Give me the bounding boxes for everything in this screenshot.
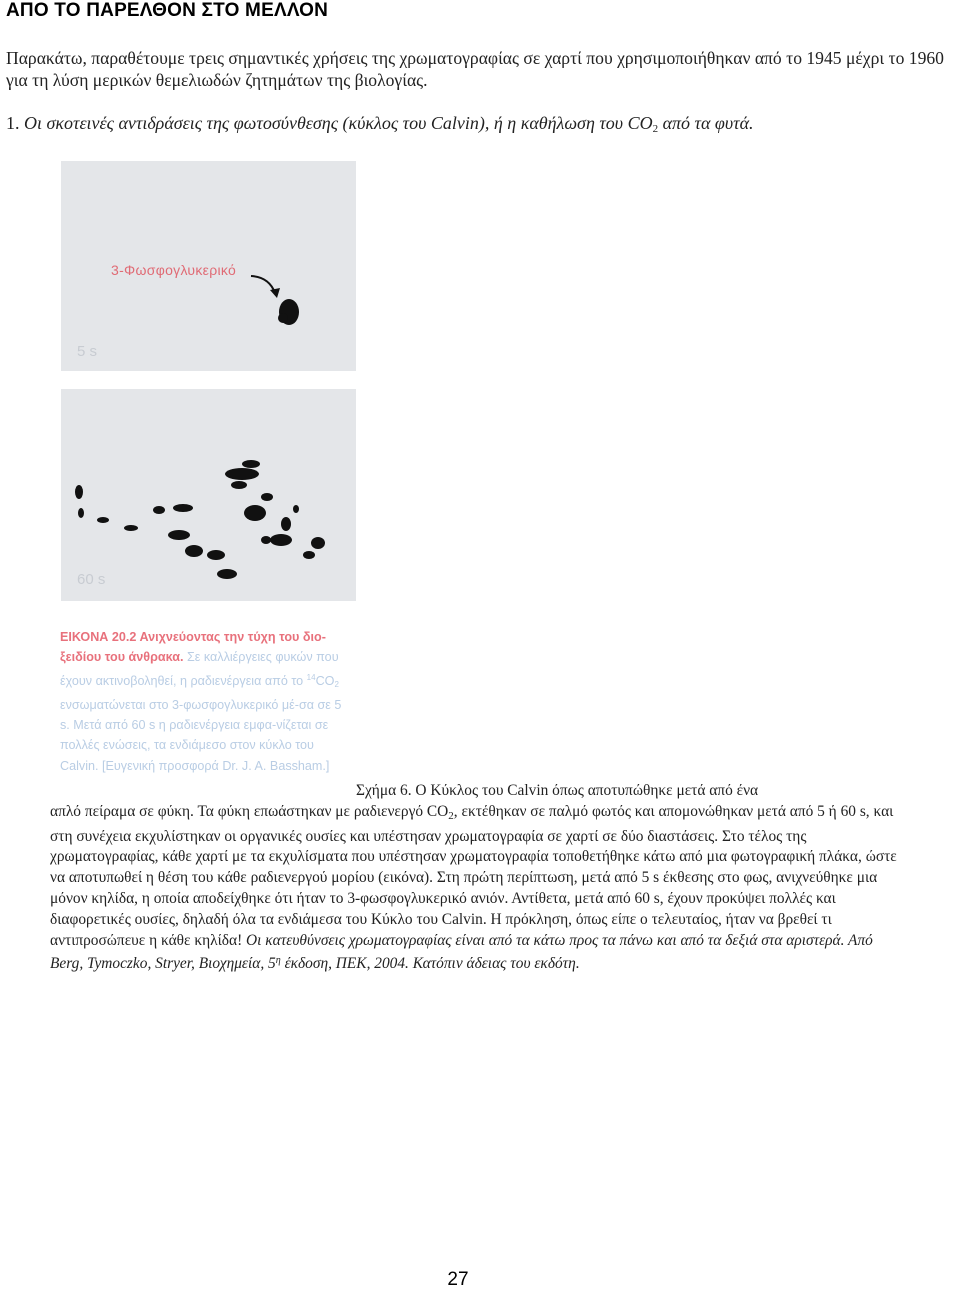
page-number: 27 (447, 1269, 469, 1290)
spot (217, 569, 237, 579)
spot (78, 508, 84, 518)
spot (97, 517, 109, 523)
spot (173, 504, 193, 512)
figure-caption-scan: ΕΙΚΟΝΑ 20.2 Ανιχνεύοντας την τύχη του διο-ξειδίου του άνθρακα. Σε καλλιέργειες φυκών που έχουν ακτινοβοληθεί, η ραδιενέργεια από το $^{14}CO_2$ ενσωματώνεται στο 3-φωσφογλυκερικό μέ-σα σε 5 s. Μετά από 60 s η ραδιενέργεια εμφα-νίζεται σε πολλές ενώσεις, τα ενδιάμεσο στον κύκλο του Calvin. [Ευγενική προσφορά Dr. J. A. Bassham.] (60, 630, 342, 773)
caption-italic-note: Οι κατευθύνσεις χρωματογραφίας είναι από τα κάτω προς τα πάνω και από τα δεξιά στα αριστερά. Από Berg, Tymoczko, Stryer, Βιοχημεία, $5^\eta$ έκδοση, ΠΕΚ, 2004. Κατόπιν άδειας του εκδότη. (50, 931, 873, 973)
page-heading: ΑΠΟ ΤΟ ΠΑΡΕΛΘΟΝ ΣΤΟ ΜΕΛΛΟΝ (6, 0, 329, 21)
spot (185, 545, 203, 557)
spot-label: 3-Φωσφογλυκερικό (111, 262, 237, 278)
spot (293, 505, 299, 513)
time-label-5s: 5 s (77, 343, 98, 360)
spot (225, 468, 259, 480)
spot (261, 493, 273, 501)
spot (242, 460, 260, 468)
subscript: 2 (652, 123, 659, 135)
spot (168, 530, 190, 540)
spot (281, 517, 291, 531)
figure-6-caption: Σχήμα 6. Ο Κύκλος του Calvin όπως αποτυπώθηκε μετά από ένα απλό πείραμα σε φύκη. Τα φύκη επωάστηκαν με ραδιενεργό $CO_2$, εκτέθηκαν σε παλμό φωτός και απομονώθηκαν μετά από 5 ή 60 s, και στη συνέχεια εκχυλίστηκαν οι οργανικές ουσίες και υπέστησαν χρωματογραφία σε χαρτί σε δύο διαστάσεις. Στο τέλος της χρωματογραφίας, κάθε χαρτί με τα εκχυλίσματα που υπέστησαν χρωματογραφία τοποθετήθηκε κάτω από μια φωτογραφική πλάκα, ώστε να αποτυπωθεί η θέση του κάθε ραδιενεργού μορίου (εικόνα). Στη πρώτη περίπτωση, μετά από 5 s έκθεσης στο φως, ανιχνεύθηκε μια μόνον κηλίδα, η οποία αποδείχθηκε ότι ήταν το 3-φωσφογλυκερικό ανιόν. Αντίθετα, μετά από 60 s, έχουν προκύψει πολλές και διαφορετικές ουσίες, δηλαδή όλα τα ενδιάμεσα του Κύκλο του Calvin. Η πρόκληση, όπως είπε ο τελευταίος, ήταν να βρεθεί τι αντιπροσώπευε η κάθε κηλίδα! Οι κατευθύνσεις χρωματογραφίας είναι από τα κάτω προς τα πάνω και από τα δεξιά στα αριστερά. Από Berg, Tymoczko, Stryer, Βιοχημεία, $5^\eta$ έκδοση, ΠΕΚ, 2004. Κατόπιν άδειας του εκδότη. (50, 781, 900, 975)
chromatogram-60s (61, 389, 356, 601)
chromatogram-5s (61, 161, 356, 371)
spot (207, 550, 225, 560)
arrow-head (270, 288, 280, 298)
time-label-60s: 60 s (77, 571, 106, 588)
intro-paragraph: Παρακάτω, παραθέτουμε τρεις σημαντικές χρήσεις της χρωματογραφίας σε χαρτί που χρησιμοποιήθηκαν από το 1945 μέχρι το 1960 για τη λύση μερικών θεμελιωδών ζητημάτων της βιολογίας. (6, 48, 944, 90)
item-number: 1. (6, 113, 20, 133)
caption-first-line: Σχήμα 6. Ο Κύκλος του Calvin όπως αποτυπώθηκε μετά από ένα (356, 782, 759, 799)
spot (270, 534, 292, 546)
spot (231, 481, 247, 489)
spot (75, 485, 83, 499)
spot (303, 551, 315, 559)
spot (124, 525, 138, 531)
spot (153, 506, 165, 514)
spot (311, 537, 325, 549)
chromatogram-60s-image (61, 389, 356, 601)
figure-caption-title: ΕΙΚΟΝΑ 20.2 Ανιχνεύοντας την τύχη του διο-ξειδίου του άνθρακα. (60, 630, 326, 665)
item-text: Οι σκοτεινές αντιδράσεις της φωτοσύνθεσης (κύκλος του Calvin), ή η καθήλωση του $CO_2$ από τα φυτά. (24, 113, 754, 135)
spot (261, 536, 271, 544)
chromatogram-figure (60, 161, 356, 791)
subscript: 2 (448, 809, 454, 822)
spot (244, 505, 266, 521)
list-item-1 (6, 112, 954, 140)
